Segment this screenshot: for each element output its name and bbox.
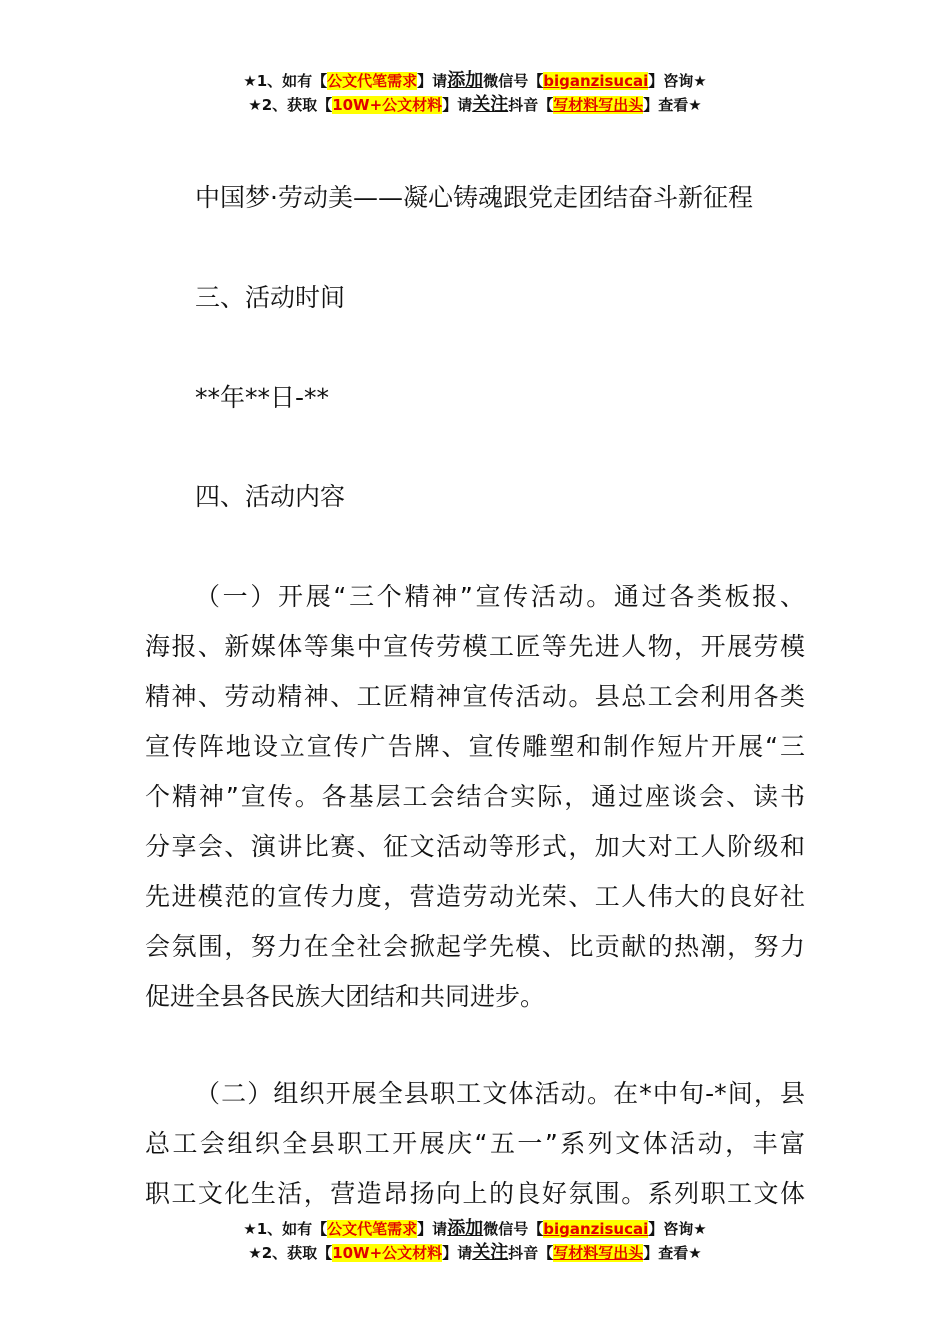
banner-text-c: 】请 <box>442 96 473 114</box>
theme-line: 中国梦·劳动美——凝心铸魂跟党走团结奋斗新征程 <box>195 183 753 212</box>
paragraph-line: 总工会组织全县职工开展庆“五一”系列文体活动，丰富 <box>145 1129 805 1158</box>
paragraph-line: 职工文化生活，营造昂扬向上的良好氛围。系列职工文体 <box>145 1179 805 1208</box>
banner-text-g: 】查看★ <box>643 1244 702 1262</box>
banner-text-f: biganzisucai <box>543 72 649 90</box>
banner-text-d: 关注 <box>472 1242 509 1263</box>
banner-text-b: 10W+公文材料 <box>332 1244 443 1262</box>
paragraph-line: 促进全县各民族大团结和共同进步。 <box>145 982 546 1011</box>
paragraph-line: （一）开展“三个精神”宣传活动。通过各类板报、 <box>195 582 805 611</box>
paragraph-line: 先进模范的宣传力度，营造劳动光荣、工人伟大的良好社 <box>145 882 805 911</box>
banner-text-c: 】请 <box>442 1244 473 1262</box>
banner-text-b: 公文代笔需求 <box>327 72 418 90</box>
banner-text-d: 添加 <box>447 1218 484 1239</box>
paragraph-line: （二）组织开展全县职工文体活动。在*中旬-*间，县 <box>195 1079 805 1108</box>
banner-text-e: 微信号【 <box>483 72 544 90</box>
banner-text-e: 微信号【 <box>483 1220 544 1238</box>
banner-text-g: 】咨询★ <box>648 72 707 90</box>
paragraph-line: 宣传阵地设立宣传广告牌、宣传雕塑和制作短片开展“三 <box>145 732 805 761</box>
paragraph-line: 精神、劳动精神、工匠精神宣传活动。县总工会利用各类 <box>145 682 805 711</box>
banner-text-d: 添加 <box>447 70 484 91</box>
banner-text-a: ★1、如有【 <box>243 1220 328 1238</box>
banner-text-a: ★2、获取【 <box>248 96 333 114</box>
paragraph-line: 会氛围，努力在全社会掀起学先模、比贡献的热潮，努力 <box>145 932 805 961</box>
paragraph-line: 海报、新媒体等集中宣传劳模工匠等先进人物，开展劳模 <box>145 632 805 661</box>
banner-text-e: 抖音【 <box>508 1244 554 1262</box>
banner-text-g: 】咨询★ <box>648 1220 707 1238</box>
banner-text-g: 】查看★ <box>643 96 702 114</box>
paragraph-line: 个精神”宣传。各基层工会结合实际，通过座谈会、读书 <box>145 782 805 811</box>
banner-text-d: 关注 <box>472 94 509 115</box>
banner-text-f: 写材料写出头 <box>553 1244 644 1262</box>
time-value: **年**日-** <box>195 383 330 412</box>
banner-text-f: biganzisucai <box>543 1220 649 1238</box>
banner-text-a: ★1、如有【 <box>243 72 328 90</box>
footer-banner <box>0 1217 950 1265</box>
paragraph-line: 分享会、演讲比赛、征文活动等形式，加大对工人阶级和 <box>145 832 805 861</box>
section-heading-content: 四、活动内容 <box>195 482 346 511</box>
banner-text-b: 10W+公文材料 <box>332 96 443 114</box>
banner-text-a: ★2、获取【 <box>248 1244 333 1262</box>
banner-text-c: 】请 <box>417 72 448 90</box>
section-heading-time: 三、活动时间 <box>195 283 346 312</box>
banner-text-f: 写材料写出头 <box>553 96 644 114</box>
header-banner <box>0 69 950 117</box>
banner-text-c: 】请 <box>417 1220 448 1238</box>
banner-text-e: 抖音【 <box>508 96 554 114</box>
banner-text-b: 公文代笔需求 <box>327 1220 418 1238</box>
